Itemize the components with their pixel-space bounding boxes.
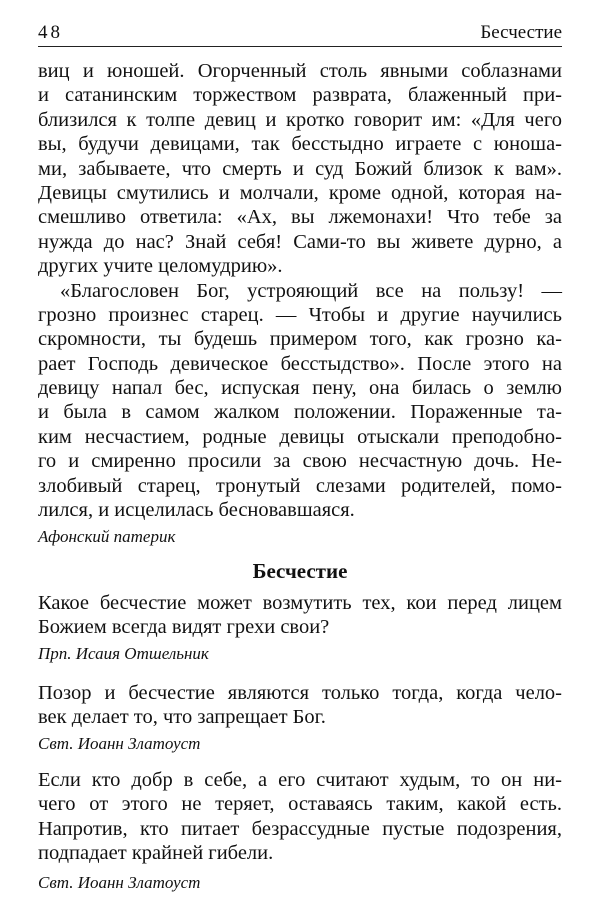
text-line: рает Господь девическое бесстыдство». После этого на bbox=[38, 352, 562, 375]
text-line: скромности, ты будешь примером того, как грозно ка- bbox=[38, 328, 562, 351]
text-line: виц и юношей. Огорченный столь явными соблазнами bbox=[38, 60, 562, 82]
text-line: Какое бесчестие может возмутить тех, кои перед лицем bbox=[38, 592, 562, 614]
quote-3 bbox=[38, 768, 562, 894]
text-line: подпадает крайней гибели. bbox=[38, 842, 274, 865]
text-line: вы, будучи девицами, так бесстыдно играете с юноша- bbox=[38, 133, 562, 156]
text-line: «Благословен Бог, устрояющий все на пользу! — bbox=[60, 279, 562, 302]
text-line: смешливо ответила: «Ах, вы лжемонахи! Что тебе за bbox=[38, 206, 562, 229]
text-line: грозно произнес старец. — Чтобы и другие научились bbox=[38, 303, 562, 326]
quote-2 bbox=[38, 681, 562, 755]
text-line: и сатанинским торжеством разврата, блаженный при- bbox=[38, 84, 562, 107]
quote-attribution: Свт. Иоанн Златоуст bbox=[38, 733, 201, 753]
section-title: Бесчестие bbox=[252, 559, 348, 583]
text-line: ми, забываете, что смерть и суд Божий близок к вам». bbox=[38, 157, 562, 180]
text-line: чего от этого не теряет, оставаясь таким, какой есть. bbox=[38, 793, 562, 816]
quote-attribution: Свт. Иоанн Златоуст bbox=[38, 872, 201, 892]
text-line: ким несчастием, родные девицы отыскали преподобно- bbox=[38, 425, 562, 448]
quote-attribution: Прп. Исаия Отшельник bbox=[38, 643, 209, 663]
text-line: других учите целомудрию». bbox=[38, 255, 283, 278]
story-attribution: Афонский патерик bbox=[38, 527, 176, 547]
text-line: девицу напал бес, испуская пену, она билась о землю bbox=[38, 377, 562, 400]
text-line: Позор и бесчестие являются только тогда, когда чело- bbox=[38, 682, 562, 704]
text-line: Девицы смутились и молчали, кроме одной, которая на- bbox=[38, 181, 562, 204]
text-line: Божием всегда видят грехи свои? bbox=[38, 616, 330, 639]
quote-1 bbox=[38, 591, 562, 665]
text-line: и была в самом жалком положении. Пораженные та- bbox=[38, 401, 562, 424]
text-line: близился к толпе девиц и кротко говорит им: «Для чего bbox=[38, 108, 562, 131]
text-line: век делает то, что запрещает Бог. bbox=[38, 706, 326, 729]
story-passage bbox=[38, 59, 562, 548]
text-line: Если кто добр в себе, а его считают худым, то он ни- bbox=[38, 769, 562, 791]
page-number: 48 bbox=[38, 22, 63, 43]
running-head bbox=[38, 20, 562, 47]
text-line: злобивый старец, тронутый слезами родителей, помо- bbox=[38, 474, 562, 497]
text-line: го и смиренно просили за свою несчастную дочь. Не- bbox=[38, 450, 562, 473]
running-title: Бесчестие bbox=[480, 22, 562, 43]
text-line: Напротив, кто питает безрассудные пустые подозрения, bbox=[38, 817, 562, 840]
text-line: лился, и исцелилась бесновавшаяся. bbox=[38, 499, 355, 522]
text-line: нужда до нас? Знай себя! Сами-то вы живете дурно, а bbox=[38, 230, 562, 253]
